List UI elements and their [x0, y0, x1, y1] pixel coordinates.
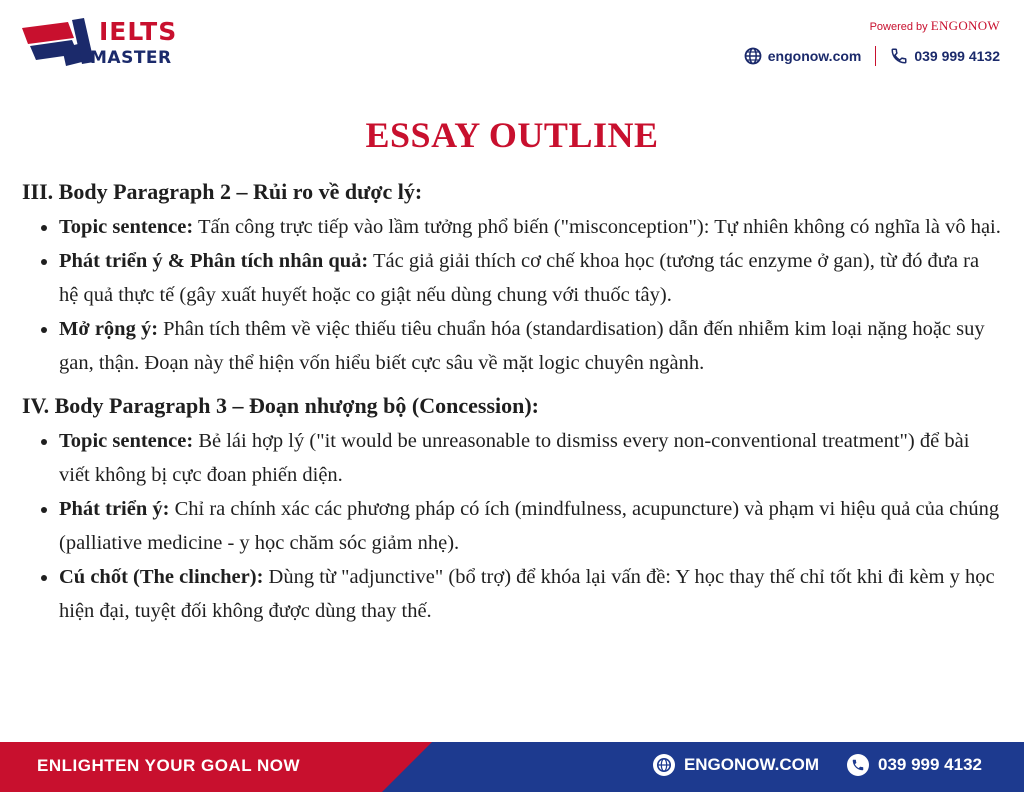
list-item: [22, 424, 1002, 492]
logo-text-master: MASTER: [90, 48, 172, 68]
essay-outline-content: [22, 176, 1002, 628]
list-item: [22, 244, 1002, 312]
point-text: Dùng từ "adjunctive" (bổ trợ) để khóa lại vấn đề: Y học thay thế chỉ tốt khi đi kèm y học hiện đại, tuyệt đối không được dùng thay thế.: [59, 566, 995, 622]
point-label: Phát triển ý & Phân tích nhân quả:: [59, 250, 369, 272]
point-text: Tác giả giải thích cơ chế khoa học (tương tác enzyme ở gan), từ đó đưa ra hệ quả thực tế (gây xuất huyết hoặc co giật nếu dùng chung với thuốc tây).: [59, 250, 980, 306]
point-label: Mở rộng ý:: [59, 318, 159, 340]
header-phone-text: 039 999 4132: [914, 48, 1000, 64]
phone-icon: [847, 754, 869, 776]
phone-icon: [890, 47, 908, 65]
header-phone[interactable]: [890, 47, 1000, 65]
point-text: Phân tích thêm về việc thiếu tiêu chuẩn hóa (standardisation) dẫn đến nhiễm kim loại nặng hoặc suy gan, thận. Đoạn này thể hiện vốn hiểu biết cực sâu về mặt logic chuyên ngành.: [59, 318, 985, 374]
footer-phone-text: 039 999 4132: [878, 755, 982, 774]
powered-by-brand: ENGONOW: [930, 18, 1000, 33]
section-heading: III. Body Paragraph 2 – Rủi ro về dược lý:: [22, 179, 423, 204]
list-item: [22, 210, 1002, 244]
point-label: Topic sentence:: [59, 430, 194, 452]
footer-phone[interactable]: [847, 754, 982, 776]
footer-website-text: ENGONOW.COM: [683, 755, 819, 774]
point-text: Chỉ ra chính xác các phương pháp có ích (mindfulness, acupuncture) và phạm vi hiệu quả của chúng (palliative medicine - y học chăm sóc giảm nhẹ).: [59, 498, 1000, 554]
header-divider: [875, 46, 876, 66]
footer-slogan: ENLIGHTEN YOUR GOAL NOW: [37, 756, 301, 775]
point-text: Tấn công trực tiếp vào lầm tưởng phổ biến ("misconception"): Tự nhiên không có nghĩa là vô hại.: [193, 216, 1001, 238]
point-label: Cú chốt (The clincher):: [59, 566, 264, 588]
list-item: [22, 312, 1002, 380]
section-heading: IV. Body Paragraph 3 – Đoạn nhượng bộ (Concession):: [22, 393, 540, 418]
footer-contact: [653, 754, 982, 776]
logo-text-ielts: IELTS: [99, 17, 178, 46]
powered-by: [870, 18, 1000, 34]
ielts-master-logo: [22, 16, 192, 72]
header-contact: [744, 44, 1000, 68]
bullet-list: [22, 424, 1002, 628]
footer-website[interactable]: [653, 754, 819, 776]
bullet-list: [22, 210, 1002, 380]
list-item: [22, 560, 1002, 628]
logo-mark-icon: [22, 18, 96, 68]
section-body-paragraph-2: [22, 176, 1002, 380]
header-website-text: engonow.com: [767, 48, 862, 64]
point-text: Bẻ lái hợp lý ("it would be unreasonable to dismiss every non-conventional treatment") để bài viết không bị cực đoan phiến diện.: [59, 430, 970, 486]
page-title: ESSAY OUTLINE: [365, 115, 659, 155]
globe-icon: [744, 47, 762, 65]
point-label: Topic sentence:: [59, 216, 194, 238]
powered-by-prefix: Powered by: [869, 21, 931, 33]
section-body-paragraph-3: [22, 390, 1002, 628]
list-item: [22, 492, 1002, 560]
globe-icon: [653, 754, 675, 776]
header-website[interactable]: [744, 47, 862, 65]
point-label: Phát triển ý:: [59, 498, 170, 520]
footer-bar: [0, 742, 1024, 792]
